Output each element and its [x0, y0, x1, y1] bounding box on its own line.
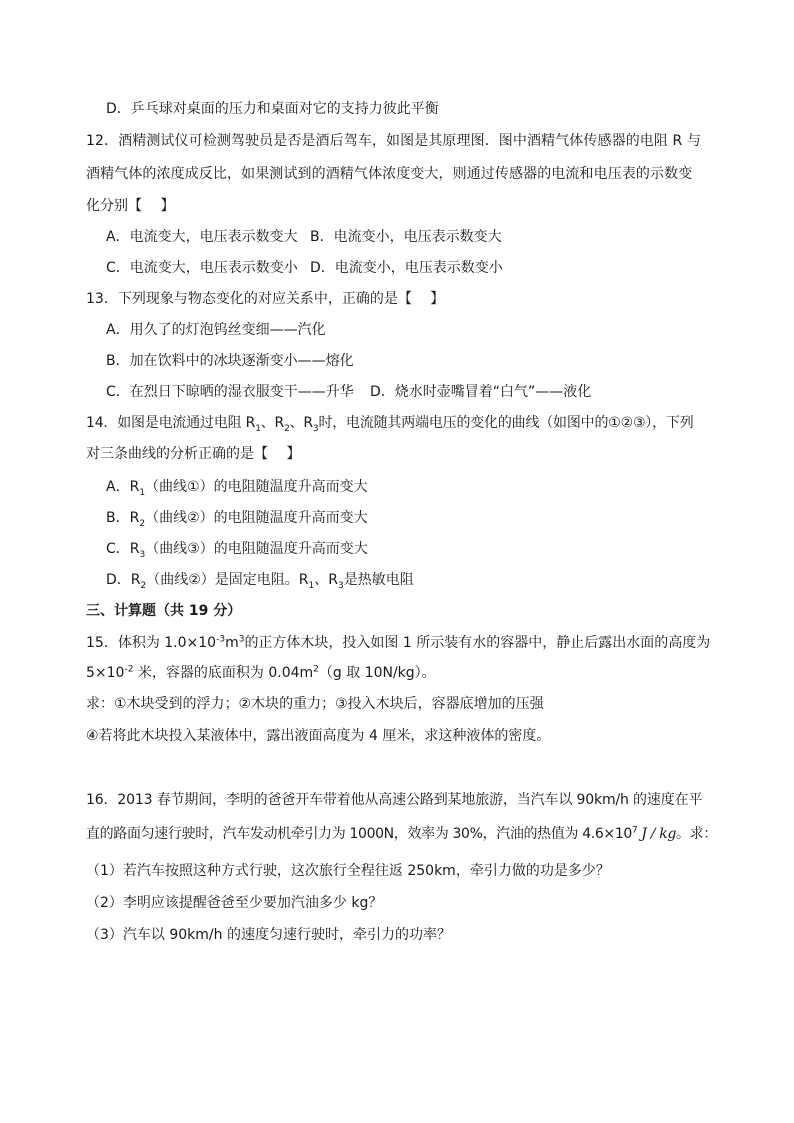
q16-line1: 16．2013 春节期间，李明的爸爸开车带着他从高速公路到某地旅游，当汽车以 90km/h 的速度在平	[86, 792, 703, 808]
q16-part: 。求：	[676, 826, 717, 842]
q13-stem: 13．下列现象与物态变化的对应关系中，正确的是【 】	[86, 291, 445, 307]
option-part: B．R	[106, 510, 140, 526]
option-sub: 3	[139, 549, 146, 560]
q16-sub1: （1）若汽车按照这种方式行驶，这次旅行全程往返 250km，牵引力做的功是多少？	[86, 863, 610, 879]
q15-part: m	[225, 635, 239, 651]
option-part: C．R	[106, 541, 140, 557]
q15-sup: 3	[238, 634, 245, 645]
option-sub: 1	[139, 487, 146, 498]
q14-stem-part: 14．如图是电流通过电阻 R	[86, 415, 256, 431]
option-part: 是热敏电阻	[343, 572, 414, 588]
option-sub: 2	[140, 580, 147, 591]
q16-sub3: （3）汽车以 90km/h 的速度匀速行驶时，牵引力的功率？	[86, 927, 451, 943]
option-sub: 1	[308, 580, 315, 591]
q13-option-c: C．在烈日下晾晒的湿衣服变干——升华	[106, 384, 354, 400]
option-part: A．R	[106, 479, 140, 495]
option-part: 、R	[314, 572, 338, 588]
q14-sub: 2	[284, 423, 290, 434]
q15-part: 5×10	[86, 665, 125, 681]
q14-sub: 3	[312, 423, 319, 434]
q15-sup: -3	[216, 634, 226, 645]
q14-sub: 1	[255, 423, 261, 434]
q12-option-d: D．电流变小，电压表示数变小	[310, 260, 503, 276]
option-part: （曲线②）是固定电阻。R	[146, 572, 309, 588]
q12-option-c: C．电流变大，电压表示数变小	[106, 260, 298, 276]
q12-stem-line2: 酒精气体的浓度成反比，如果测试到的酒精气体浓度变大，则通过传感器的电流和电压表的示数变	[86, 166, 693, 182]
option-sub: 3	[338, 580, 344, 591]
q15-part: 米，容器的底面积为 0.04m	[133, 665, 314, 681]
q14-stem-part: 、R	[289, 415, 313, 431]
q14-stem-part: 、R	[260, 415, 285, 431]
q15-line2	[86, 664, 436, 682]
q15-sup: 2	[313, 664, 319, 675]
q14-option-a	[106, 478, 368, 496]
q15-line3: 求：①木块受到的浮力；②木块的重力；③投入木块后，容器底增加的压强	[86, 696, 544, 712]
option-sub: 2	[139, 518, 146, 529]
q14-stem-line1	[86, 414, 694, 432]
q14-option-d	[106, 571, 414, 589]
q16-sub2: （2）李明应该提醒爸爸至少要加汽油多少 kg？	[86, 895, 383, 911]
q14-stem-part: 时，电流随其两端电压的变化的曲线（如图中的①②③），下列	[318, 415, 694, 431]
q15-line1	[86, 634, 710, 652]
q11-option-d: D．乒乓球对桌面的压力和桌面对它的支持力彼此平衡	[106, 101, 439, 117]
q16-sup: 7	[631, 825, 638, 836]
q13-option-d: D．烧水时壶嘴冒着“白气”——液化	[370, 384, 592, 400]
q16-part: 直的路面匀速行驶时，汽车发动机牵引力为 1000N，效率为 30%，汽油的热值为 4.6×10	[86, 826, 632, 842]
q13-option-b: B．加在饮料中的冰块逐渐变小——熔化	[106, 353, 354, 369]
q15-part: 的正方体木块，投入如图 1 所示装有水的容器中，静止后露出水面的高度为	[244, 635, 711, 651]
q14-stem-line2: 对三条曲线的分析正确的是【 】	[86, 446, 301, 462]
q14-option-b	[106, 509, 368, 527]
q15-sup: -2	[124, 664, 134, 675]
option-part: D．R	[106, 572, 141, 588]
q16-line2	[86, 825, 717, 843]
q12-option-b: B．电流变小，电压表示数变大	[310, 229, 502, 245]
q12-stem-line3: 化分别【 】	[86, 198, 175, 214]
q16-unit: J / kg	[637, 826, 677, 842]
option-part: （曲线①）的电阻随温度升高而变大	[145, 479, 368, 495]
q14-option-c	[106, 540, 368, 558]
q12-stem-line1: 12．酒精测试仪可检测驾驶员是否是酒后驾车，如图是其原理图．图中酒精气体传感器的电阻 R 与	[86, 133, 702, 149]
q12-option-a: A．电流变大，电压表示数变大	[106, 229, 298, 245]
q15-part: （g 取 10N/kg）。	[318, 665, 436, 681]
option-part: （曲线③）的电阻随温度升高而变大	[145, 541, 368, 557]
section3-heading: 三、计算题（共 19 分）	[86, 603, 242, 619]
q15-part: 15．体积为 1.0×10	[86, 635, 217, 651]
q15-line4: ④若将此木块投入某液体中，露出液面高度为 4 厘米，求这种液体的密度。	[86, 728, 551, 744]
option-part: （曲线②）的电阻随温度升高而变大	[145, 510, 368, 526]
q13-option-a: A．用久了的灯泡钨丝变细——汽化	[106, 322, 326, 338]
